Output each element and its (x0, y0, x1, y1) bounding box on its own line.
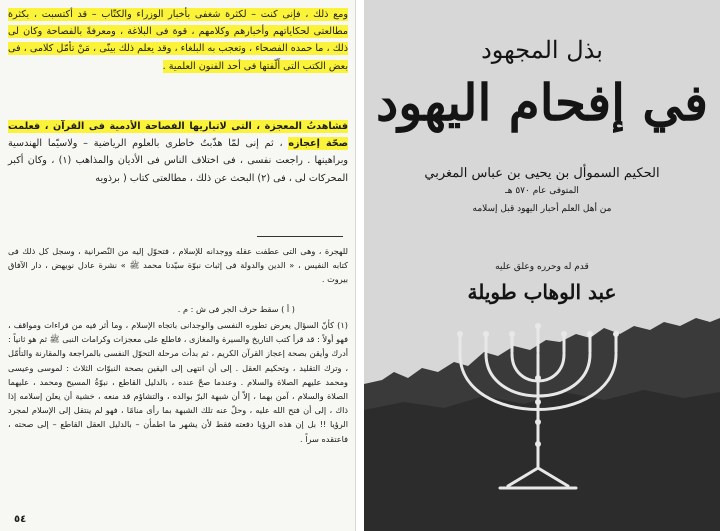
cover-editor: عبد الوهاب طويلة (467, 280, 617, 304)
menorah-icon (448, 318, 628, 498)
cover-subtitle: من أهل العلم أحبار اليهود قبل إسلامه (472, 204, 612, 214)
highlighted-text-1: ومع ذلك ، فإنى كنت – لكثرة شغفى بأخبار الوزراء والكتّاب – قد أكتسبت ، بكثرة مطالعتى لحكاياتهم وأخبارهم وكلامهم ، قوة فى البلاغة ، ومعرفةً بالفصاحة وكان لى ذلك ، ما حمده الفصحاء ، وتعجب به البلغاء ، وقد يعلم ذلك بينّى ، مَنْ تأمّل كلامى ، فى بعض الكتب التى أَلّفتها فى أحد الفنون العلمية . (8, 9, 348, 72)
footnote-continuation: للهجرة ، وهى التى عطفت عقله ووجدانه للإسلام ، فتحوّل إليه من النّصرانية ، وسجل كل ذلك فى كتابه النفيس ، « الدين والدولة فى إثبات نبوّة سيّدنا محمد ﷺ » نشرة عادل نويهض ، دار الآفاق بيروت . (8, 246, 348, 285)
paragraph-1 (8, 6, 348, 75)
paragraph-2-rest: ، ثم إنى لمّا هذّبتُ خاطرى بالعلوم الرياضية – ولاسيّما الهندسية وبراهينها . راجعت نفسى ، فى اختلاف الناس فى الأديان والمذاهب (١) ، وكان أكبر المحركات لى ، فى (٢) البحث عن ذلك ، مطالعتى كتاب ( برذويه (8, 138, 349, 184)
footnote-1: (١) كأنّ السؤال يعرض تطوره النفسى والوجدانى باتجاه الإسلام ، وما أثر فيه من قراءات ومواقف ، فهو أولاً : قد قرأ كتب التاريخ والسيرة والمغازى ، فاطلع على معجزات وكرامات النبى ﷺ ثم هو ثانياً : أدرك وأيقن بصحة إعجاز القرآن الكريم ، ثم بدأت مرحلة التحوّل النفسى بالمراجعة والمقارنة والتأمّل ، وترك التقليد ، وتحكيم العقل . إلى أن انتهى إلى اليقين بصحة النبوّات الثلاث : لموسى وعيسى ومحمد عليهم الصلاة والسلام . وعندما صحّ عنده ، بالدليل القاطع ، نبوّةُ المسيح ومحمد ، عليهما الصلاة والسلام ، آمن بهما ، إلاّ أن شبهة البرّ بوالده ، والتشاؤم قد منعه ، خشية أن يعلن إسلامه إذا ذاك ، إلى أن فتح الله عليه ، وحلّ عنه تلك الشبهة بما رأى منامًا ، فهو لم ينتقل إلى الإسلام لمجرد الرؤيا !! بل إن هذه الرؤيا دفعته فقط لأن يشهر ما اطمأن – بالدليل العقل القاطع – إلى صحته ، فاعتقده سراً . (8, 320, 348, 444)
footnote-separator (257, 236, 343, 237)
footnote-a: ( أ ) سقط حرف الجر فى ش : م . (177, 304, 295, 314)
page-number: ٥٤ (14, 514, 27, 525)
book-page-scan (0, 0, 356, 531)
highlighted-text-2: فشاهدتُ المعجزة ، التى لاتباريها الفصاحة الأدمية فى القرآن ، فعلمت صحّة إعجازه (8, 121, 348, 150)
cover-author: الحكيم السموأل بن يحيى بن عباس المغربي (424, 166, 660, 181)
cover-edit-note: قدم له وحرره وعلق عليه (495, 262, 589, 272)
cover-author-year: المتوفى عام ٥٧٠ هـ (505, 186, 579, 196)
cover-title-top: بذل المجهود (481, 36, 603, 64)
book-cover (364, 0, 720, 531)
cover-title-main: في إفحام اليهود (375, 73, 708, 132)
page-gutter (356, 0, 364, 531)
paragraph-2 (8, 118, 348, 187)
